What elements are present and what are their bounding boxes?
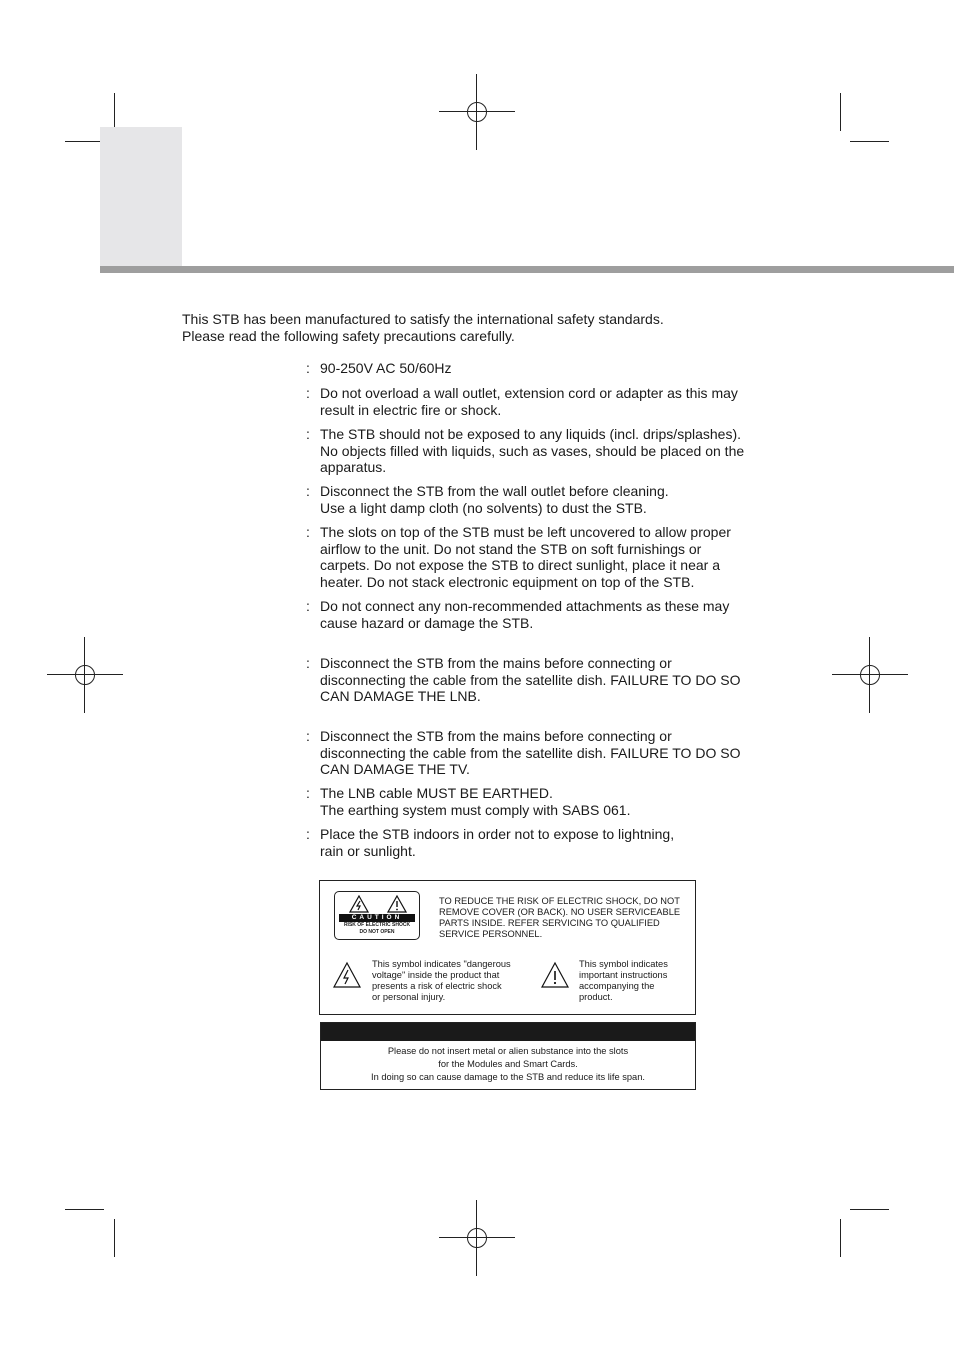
instruction-line: product. [579,992,613,1002]
item-colon: : [306,483,310,499]
item-line: Do not overload a wall outlet, extension cord or adapter as this may [320,385,738,401]
item-colon: : [306,826,310,842]
voltage-line: or personal injury. [372,992,446,1002]
item-line: The earthing system must comply with SABS 061. [320,801,631,818]
crop-mark [840,1219,841,1257]
item-line: CAN DAMAGE THE LNB. [320,688,481,704]
crop-mark [114,1219,115,1257]
item-line: The STB should not be exposed to any liquids (incl. drips/splashes). [320,426,742,442]
warning-line: REMOVE COVER (OR BACK). NO USER SERVICEABLE [439,907,681,917]
item-line: Disconnect the STB from the wall outlet before cleaning. [320,483,669,499]
item-line: Use a light damp cloth (no solvents) to dust the STB. [320,499,647,516]
notice-box [320,1022,696,1090]
voltage-line: voltage" inside the product that [372,970,500,980]
item-line: Place the STB indoors in order not to expose to lightning, [320,826,675,842]
item-colon: : [306,598,310,614]
registration-mark [439,74,515,150]
registration-mark [47,637,123,713]
caution-label [334,891,420,940]
voltage-line: This symbol indicates "dangerous [372,959,511,969]
item-line: Do not connect any non-recommended attachments as these may [320,598,730,614]
item-line: carpets. Do not expose the STB to direct sunlight, place it near a [320,557,720,573]
lightning-warning-icon [349,895,369,913]
item-colon: : [306,426,310,442]
notice-line: Please do not insert metal or alien substance into the slots [387,1046,629,1056]
header-tab [100,127,182,268]
instruction-line: accompanying the [579,981,655,991]
intro-line: This STB has been manufactured to satisfy the international safety standards. [182,311,664,327]
caution-sub-line: RISK OF ELECTRIC SHOCK [343,922,411,928]
caution-box [319,880,696,1015]
item-line: cause hazard or damage the STB. [320,614,534,631]
notice-line: In doing so can cause damage to the STB and reduce its life span. [371,1072,645,1082]
item-line: The LNB cable MUST BE EARTHED. [320,785,553,801]
caution-subtext [337,922,417,936]
notice-text [321,1045,695,1084]
voltage-line: presents a risk of electric shock [372,981,502,991]
item-line: rain or sunlight. [320,842,416,859]
intro-line: Please read the following safety precautions carefully. [182,327,515,344]
intro-text [182,311,664,344]
item-colon: : [306,655,310,671]
instruction-line: important instructions [579,970,668,980]
item-colon: : [306,524,310,540]
dangerous-voltage-icon [332,961,362,989]
warning-line: PARTS INSIDE. REFER SERVICING TO QUALIFIED [439,918,660,928]
item-line: 90-250V AC 50/60Hz [320,360,452,376]
item-colon: : [306,385,310,401]
item-line: No objects filled with liquids, such as vases, should be placed on the [320,442,745,459]
item-line: result in electric fire or shock. [320,401,502,418]
item-line: Disconnect the STB from the mains before connecting or [320,655,672,671]
registration-mark [832,637,908,713]
notice-header [321,1023,695,1041]
notice-line: for the Modules and Smart Cards. [438,1059,578,1069]
caution-sub-line: DO NOT OPEN [359,929,395,935]
item-colon: : [306,360,310,376]
item-line: Disconnect the STB from the mains before connecting or [320,728,672,744]
instruction-line: This symbol indicates [579,959,668,969]
caution-band: CAUTION [339,914,415,922]
crop-mark [850,1209,889,1210]
registration-mark [439,1200,515,1276]
item-line: CAN DAMAGE THE TV. [320,761,470,777]
crop-mark [840,93,841,131]
item-line: apparatus. [320,459,387,475]
item-line: The slots on top of the STB must be left uncovered to allow proper [320,524,731,540]
instruction-symbol-text [579,959,689,1003]
header-rule [100,266,954,273]
item-line: heater. Do not stack electronic equipment on top of the STB. [320,573,695,590]
item-colon: : [306,728,310,744]
crop-mark [850,141,889,142]
item-line: disconnecting the cable from the satellite dish. FAILURE TO DO SO [320,671,741,688]
shock-warning-text [439,896,689,940]
crop-mark [65,1209,104,1210]
warning-line: TO REDUCE THE RISK OF ELECTRIC SHOCK, DO NOT [439,896,680,906]
item-colon: : [306,785,310,801]
crop-mark [65,141,104,142]
warning-line: SERVICE PERSONNEL. [439,929,543,939]
voltage-symbol-text [372,959,532,1003]
item-line: disconnecting the cable from the satellite dish. FAILURE TO DO SO [320,744,741,761]
crop-mark [114,93,115,131]
important-instructions-icon [540,961,570,989]
exclamation-warning-icon [387,895,407,913]
item-line: airflow to the unit. Do not stand the STB on soft furnishings or [320,540,702,557]
